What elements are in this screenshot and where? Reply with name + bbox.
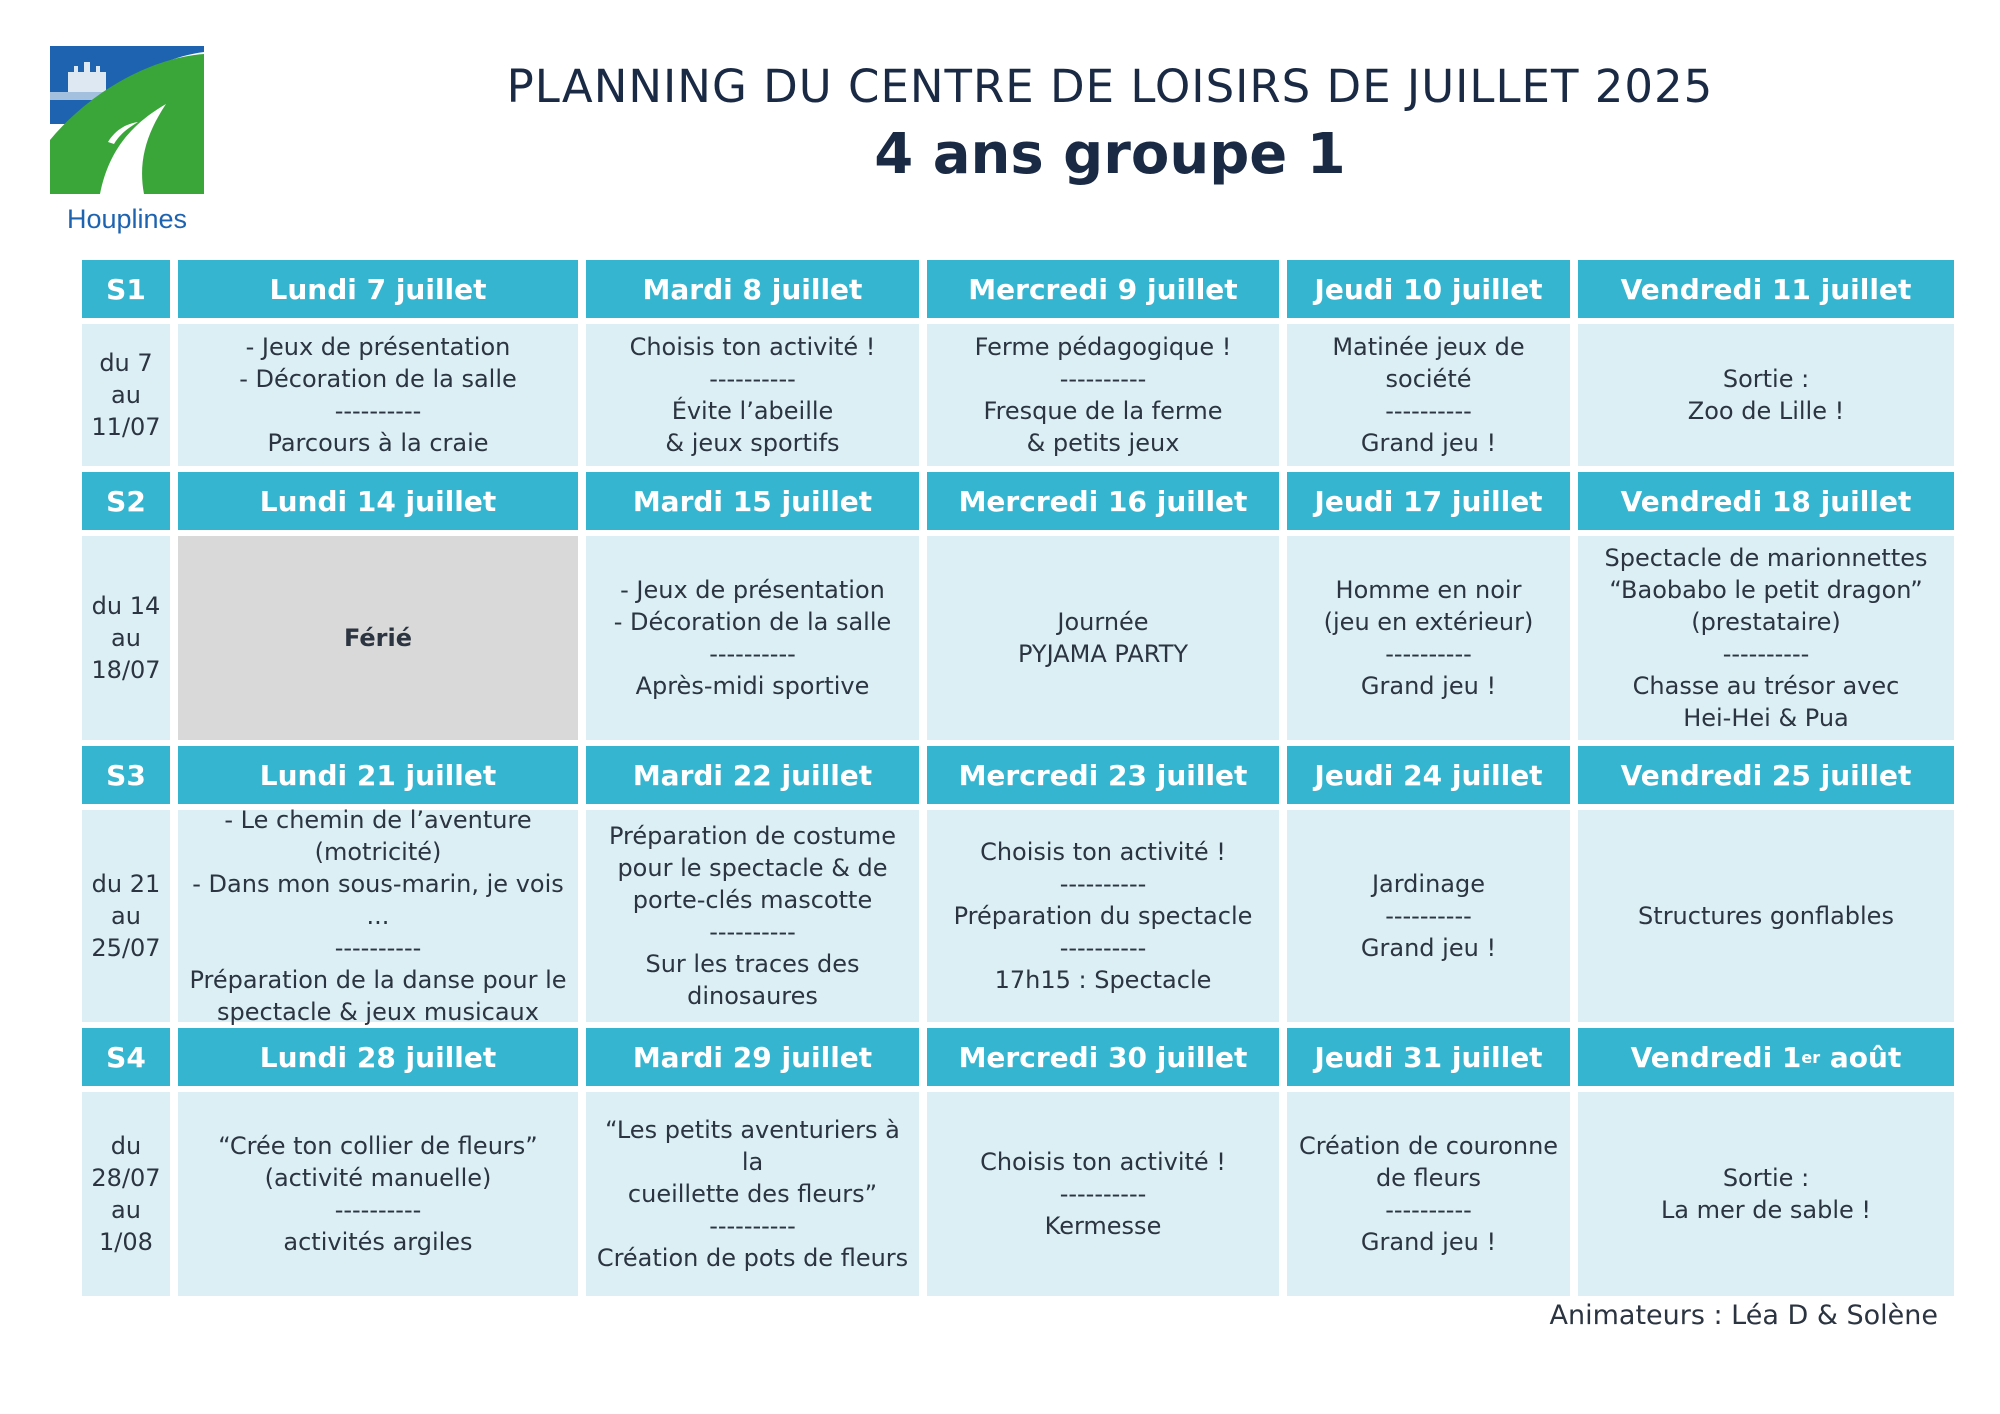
day-header: Jeudi 31 juillet: [1287, 1028, 1570, 1086]
day-header: Jeudi 10 juillet: [1287, 260, 1570, 318]
day-activities: Choisis ton activité ! ---------- Évite l’abeille & jeux sportifs: [586, 324, 919, 466]
day-activities: - Jeux de présentation - Décoration de la salle ---------- Parcours à la craie: [178, 324, 578, 466]
footer-animators: Animateurs : Léa D & Solène: [1549, 1300, 1938, 1331]
ordinal-superscript: er: [1801, 1047, 1821, 1067]
day-header: Vendredi 25 juillet: [1578, 746, 1954, 804]
week-label: S1: [82, 260, 170, 318]
day-header: Lundi 28 juillet: [178, 1028, 578, 1086]
day-activities: “Crée ton collier de fleurs” (activité manuelle) ---------- activités argiles: [178, 1092, 578, 1296]
day-header: Mercredi 30 juillet: [927, 1028, 1279, 1086]
day-header: Mercredi 9 juillet: [927, 260, 1279, 318]
logo-text: Houplines: [66, 204, 188, 234]
houplines-logo: [48, 44, 206, 240]
day-activities: Matinée jeux de société ---------- Grand jeu !: [1287, 324, 1570, 466]
day-header: Jeudi 17 juillet: [1287, 472, 1570, 530]
day-activities: Ferme pédagogique ! ---------- Fresque de la ferme & petits jeux: [927, 324, 1279, 466]
day-activities: Spectacle de marionnettes “Baobabo le petit dragon” (prestataire) ---------- Chasse au trésor avec Hei-Hei & Pua: [1578, 536, 1954, 740]
day-header: Lundi 7 juillet: [178, 260, 578, 318]
day-activities: Journée PYJAMA PARTY: [927, 536, 1279, 740]
week-label: S2: [82, 472, 170, 530]
day-header: Lundi 14 juillet: [178, 472, 578, 530]
week-dates: du 21 au 25/07: [82, 810, 170, 1022]
day-activities: Préparation de costume pour le spectacle & de porte-clés mascotte ---------- Sur les traces des dinosaures: [586, 810, 919, 1022]
day-activities: Structures gonflables: [1578, 810, 1954, 1022]
day-header: Vendredi 18 juillet: [1578, 472, 1954, 530]
week-label: S4: [82, 1028, 170, 1086]
day-header: Lundi 21 juillet: [178, 746, 578, 804]
day-activities: - Jeux de présentation - Décoration de la salle ---------- Après-midi sportive: [586, 536, 919, 740]
page-title: PLANNING DU CENTRE DE LOISIRS DE JUILLET 2025: [506, 60, 1714, 113]
day-header: Jeudi 24 juillet: [1287, 746, 1570, 804]
day-activities: “Les petits aventuriers à la cueillette des fleurs” ---------- Création de pots de fleurs: [586, 1092, 919, 1296]
day-header: Vendredi 11 juillet: [1578, 260, 1954, 318]
day-header-text: août: [1820, 1040, 1902, 1074]
day-activities: Création de couronne de fleurs ---------- Grand jeu !: [1287, 1092, 1570, 1296]
day-header: Mardi 29 juillet: [586, 1028, 919, 1086]
day-activities: Sortie : La mer de sable !: [1578, 1092, 1954, 1296]
page-subtitle: 4 ans groupe 1: [874, 122, 1346, 187]
day-activities: Sortie : Zoo de Lille !: [1578, 324, 1954, 466]
week-dates: du 28/07 au 1/08: [82, 1092, 170, 1296]
day-header: Mardi 22 juillet: [586, 746, 919, 804]
day-header: Mercredi 23 juillet: [927, 746, 1279, 804]
week-dates: du 14 au 18/07: [82, 536, 170, 740]
holiday-cell: Férié: [178, 536, 578, 740]
day-header-text: Vendredi 1: [1630, 1040, 1802, 1074]
day-activities: Choisis ton activité ! ---------- Préparation du spectacle ---------- 17h15 : Spectacle: [927, 810, 1279, 1022]
planning-table: [82, 260, 1938, 1296]
day-header-with-superscript: [1578, 1028, 1954, 1086]
week-label: S3: [82, 746, 170, 804]
week-dates: du 7 au 11/07: [82, 324, 170, 466]
day-activities: - Le chemin de l’aventure (motricité) - Dans mon sous-marin, je vois ... ---------- Préparation de la danse pour le spectacle & jeux musicaux: [178, 810, 578, 1022]
day-activities: Choisis ton activité ! ---------- Kermesse: [927, 1092, 1279, 1296]
day-header: Mardi 8 juillet: [586, 260, 919, 318]
day-header: Mercredi 16 juillet: [927, 472, 1279, 530]
day-activities: Jardinage ---------- Grand jeu !: [1287, 810, 1570, 1022]
day-header: Mardi 15 juillet: [586, 472, 919, 530]
day-activities: Homme en noir (jeu en extérieur) ---------- Grand jeu !: [1287, 536, 1570, 740]
